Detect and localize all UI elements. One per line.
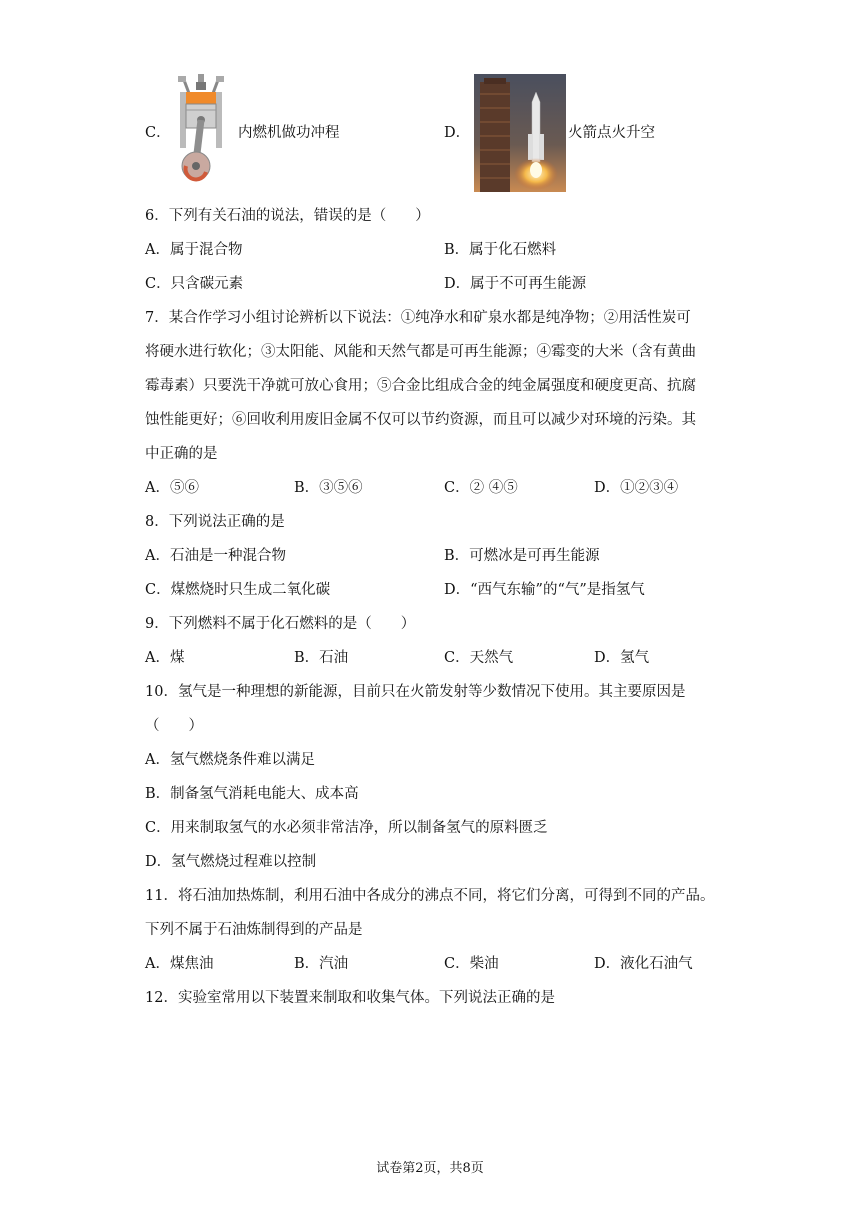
q6-option-a: A．属于混合物 xyxy=(145,242,243,258)
q9-option-c: C．天然气 xyxy=(444,650,514,666)
q5-option-c-label: C． xyxy=(145,125,171,141)
q8-option-a: A．石油是一种混合物 xyxy=(145,548,286,564)
q10-option-b: B．制备氢气消耗电能大、成本高 xyxy=(145,786,359,802)
q7-stem-line-1: 7．某合作学习小组讨论辨析以下说法：①纯净水和矿泉水都是纯净物；②用活性炭可 xyxy=(145,310,691,326)
q11-stem-line-2: 下列不属于石油炼制得到的产品是 xyxy=(145,922,363,938)
q9-option-d: D．氢气 xyxy=(594,650,650,666)
q8-option-b: B．可燃冰是可再生能源 xyxy=(444,548,600,564)
q12-stem: 12．实验室常用以下装置来制取和收集气体。下列说法正确的是 xyxy=(145,990,555,1006)
q6-stem: 6．下列有关石油的说法，错误的是（ ） xyxy=(145,208,430,224)
q10-stem-line-2: （ ） xyxy=(145,718,203,734)
q11-option-c: C．柴油 xyxy=(444,956,499,972)
q6-option-c: C．只含碳元素 xyxy=(145,276,244,292)
q7-option-d: D．①②③④ xyxy=(594,480,679,496)
q7-option-b: B．③⑤⑥ xyxy=(294,480,363,496)
q7-stem-line-3: 霉毒素）只要洗干净就可放心食用；⑤合金比组成合金的纯金属强度和硬度更高、抗腐 xyxy=(145,378,696,394)
q11-option-d: D．液化石油气 xyxy=(594,956,693,972)
q8-stem: 8．下列说法正确的是 xyxy=(145,514,285,530)
q5-option-d-label: D． xyxy=(444,125,471,141)
rocket-launch-image xyxy=(474,74,566,192)
q11-option-a: A．煤焦油 xyxy=(145,956,214,972)
q7-stem-line-2: 将硬水进行软化；③太阳能、风能和天然气都是可再生能源；④霉变的大米（含有黄曲 xyxy=(145,344,696,360)
q7-option-c: C．② ④⑤ xyxy=(444,480,518,496)
q9-option-a: A．煤 xyxy=(145,650,185,666)
q10-option-a: A．氢气燃烧条件难以满足 xyxy=(145,752,315,768)
q10-option-c: C．用来制取氢气的水必须非常洁净，所以制备氢气的原料匮乏 xyxy=(145,820,548,836)
page-footer: 试卷第2页，共8页 xyxy=(376,1161,484,1176)
q11-stem-line-1: 11．将石油加热炼制，利用石油中各成分的沸点不同，将它们分离，可得到不同的产品。 xyxy=(145,888,715,904)
q7-option-a: A．⑤⑥ xyxy=(145,480,199,496)
q6-option-b: B．属于化石燃料 xyxy=(444,242,557,258)
q11-option-b: B．汽油 xyxy=(294,956,349,972)
q10-option-d: D．氢气燃烧过程难以控制 xyxy=(145,854,317,870)
q5-option-d-text: 火箭点火升空 xyxy=(568,125,655,141)
engine-piston-image xyxy=(172,74,230,186)
q10-stem-line-1: 10．氢气是一种理想的新能源，目前只在火箭发射等少数情况下使用。其主要原因是 xyxy=(145,684,686,700)
q7-stem-line-5: 中正确的是 xyxy=(145,446,218,462)
q9-stem: 9．下列燃料不属于化石燃料的是（ ） xyxy=(145,616,416,632)
q8-option-d: D．“西气东输”的“气”是指氢气 xyxy=(444,582,645,598)
q8-option-c: C．煤燃烧时只生成二氧化碳 xyxy=(145,582,331,598)
q5-option-c-text: 内燃机做功冲程 xyxy=(238,125,340,141)
q6-option-d: D．属于不可再生能源 xyxy=(444,276,587,292)
q7-stem-line-4: 蚀性能更好；⑥回收利用废旧金属不仅可以节约资源，而且可以减少对环境的污染。其 xyxy=(145,412,696,428)
q9-option-b: B．石油 xyxy=(294,650,349,666)
